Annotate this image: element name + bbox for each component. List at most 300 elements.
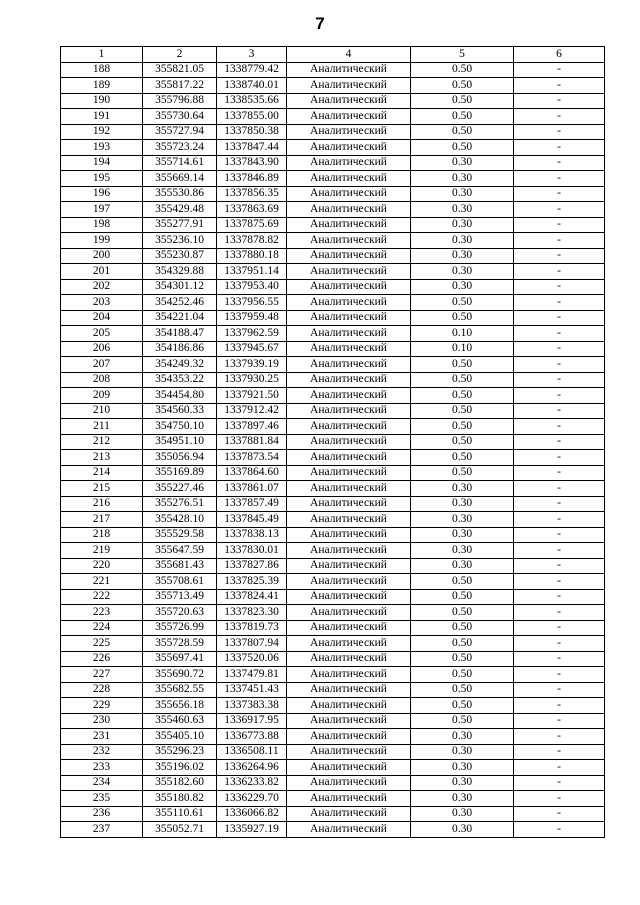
table-cell: Аналитический (287, 372, 411, 388)
table-cell: 354353.22 (143, 372, 217, 388)
table-cell: - (514, 806, 605, 822)
table-cell: Аналитический (287, 419, 411, 435)
table-cell: 0.30 (411, 729, 514, 745)
table-cell: 1337951.14 (217, 264, 287, 280)
table-cell: 0.30 (411, 527, 514, 543)
column-header-2: 2 (143, 47, 217, 63)
table-row (61, 419, 605, 435)
table-cell: 236 (61, 806, 143, 822)
table-cell: 0.50 (411, 636, 514, 652)
table-cell: 1337962.59 (217, 326, 287, 342)
table-cell: 355713.49 (143, 589, 217, 605)
table-row (61, 698, 605, 714)
table-row (61, 357, 605, 373)
table-cell: 1337843.90 (217, 155, 287, 171)
table-cell: 1337856.35 (217, 186, 287, 202)
table-cell: 190 (61, 93, 143, 109)
table-cell: 355821.05 (143, 62, 217, 78)
table-cell: - (514, 78, 605, 94)
table-cell: 218 (61, 527, 143, 543)
table-row (61, 93, 605, 109)
table-cell: 1336264.96 (217, 760, 287, 776)
table-cell: 355428.10 (143, 512, 217, 528)
table-cell: Аналитический (287, 744, 411, 760)
table-cell: 1337939.19 (217, 357, 287, 373)
table-row (61, 806, 605, 822)
table-cell: 1337956.55 (217, 295, 287, 311)
table-cell: 355529.58 (143, 527, 217, 543)
table-cell: - (514, 450, 605, 466)
table-cell: 1337878.82 (217, 233, 287, 249)
table-cell: 1337823.30 (217, 605, 287, 621)
table-cell: - (514, 419, 605, 435)
table-cell: 354951.10 (143, 434, 217, 450)
table-cell: 215 (61, 481, 143, 497)
table-cell: 0.30 (411, 279, 514, 295)
table-cell: 1337807.94 (217, 636, 287, 652)
table-row (61, 465, 605, 481)
table-cell: 1337864.60 (217, 465, 287, 481)
table-cell: 0.50 (411, 419, 514, 435)
table-cell: 0.50 (411, 372, 514, 388)
table-cell: - (514, 667, 605, 683)
table-cell: 355230.87 (143, 248, 217, 264)
table-cell: Аналитический (287, 481, 411, 497)
table-cell: 1337847.44 (217, 140, 287, 156)
table-cell: 1336508.11 (217, 744, 287, 760)
table-cell: 207 (61, 357, 143, 373)
table-cell: - (514, 512, 605, 528)
table-cell: 204 (61, 310, 143, 326)
table-cell: Аналитический (287, 465, 411, 481)
table-cell: - (514, 775, 605, 791)
table-cell: 0.50 (411, 713, 514, 729)
table-cell: 1337824.41 (217, 589, 287, 605)
table-cell: 0.50 (411, 698, 514, 714)
table-cell: Аналитический (287, 233, 411, 249)
table-row (61, 543, 605, 559)
table-cell: 355726.99 (143, 620, 217, 636)
table-cell: 1336917.95 (217, 713, 287, 729)
table-cell: 222 (61, 589, 143, 605)
table-cell: 197 (61, 202, 143, 218)
table-cell: Аналитический (287, 78, 411, 94)
table-cell: 1337875.69 (217, 217, 287, 233)
table-cell: 191 (61, 109, 143, 125)
table-row (61, 651, 605, 667)
table-cell: Аналитический (287, 822, 411, 838)
table-row (61, 248, 605, 264)
table-cell: 0.50 (411, 450, 514, 466)
table-cell: 355656.18 (143, 698, 217, 714)
table-cell: - (514, 682, 605, 698)
page-number: 7 (315, 14, 325, 33)
table-row (61, 682, 605, 698)
table-row (61, 279, 605, 295)
table-cell: - (514, 357, 605, 373)
table-cell: 355530.86 (143, 186, 217, 202)
table-cell: - (514, 140, 605, 156)
table-cell: 355182.60 (143, 775, 217, 791)
table-cell: 0.30 (411, 775, 514, 791)
table-cell: - (514, 558, 605, 574)
table-cell: 0.30 (411, 264, 514, 280)
table-cell: 231 (61, 729, 143, 745)
table-cell: - (514, 574, 605, 590)
column-header-3: 3 (217, 47, 287, 63)
table-cell: Аналитический (287, 434, 411, 450)
table-cell: Аналитический (287, 186, 411, 202)
table-cell: Аналитический (287, 357, 411, 373)
table-row (61, 620, 605, 636)
table-cell: Аналитический (287, 775, 411, 791)
table-cell: - (514, 264, 605, 280)
table-cell: 1337861.07 (217, 481, 287, 497)
table-row (61, 186, 605, 202)
table-cell: Аналитический (287, 760, 411, 776)
table-cell: 221 (61, 574, 143, 590)
table-cell: Аналитический (287, 450, 411, 466)
table-cell: Аналитический (287, 574, 411, 590)
table-cell: - (514, 124, 605, 140)
table-row (61, 729, 605, 745)
table-cell: Аналитический (287, 636, 411, 652)
table-cell: - (514, 481, 605, 497)
table-cell: 0.30 (411, 248, 514, 264)
table-cell: Аналитический (287, 295, 411, 311)
table-cell: 1337819.73 (217, 620, 287, 636)
table-row (61, 760, 605, 776)
table-cell: - (514, 698, 605, 714)
table-cell: 193 (61, 140, 143, 156)
table-cell: 228 (61, 682, 143, 698)
table-cell: - (514, 171, 605, 187)
table-cell: 1337921.50 (217, 388, 287, 404)
table-cell: 354329.88 (143, 264, 217, 280)
table-cell: 354750.10 (143, 419, 217, 435)
table-cell: Аналитический (287, 310, 411, 326)
table-row (61, 109, 605, 125)
table-cell: Аналитический (287, 388, 411, 404)
table-cell: - (514, 589, 605, 605)
table-cell: 0.50 (411, 109, 514, 125)
table-cell: 192 (61, 124, 143, 140)
table-cell: 355276.51 (143, 496, 217, 512)
table-cell: - (514, 326, 605, 342)
table-cell: - (514, 62, 605, 78)
table-cell: - (514, 202, 605, 218)
table-cell: Аналитический (287, 264, 411, 280)
table-row (61, 713, 605, 729)
table-cell: 0.50 (411, 465, 514, 481)
table-cell: 355236.10 (143, 233, 217, 249)
table-cell: 0.30 (411, 558, 514, 574)
table-cell: 1337825.39 (217, 574, 287, 590)
table-cell: 1337845.49 (217, 512, 287, 528)
table-cell: 216 (61, 496, 143, 512)
table-cell: 355296.23 (143, 744, 217, 760)
table-cell: Аналитический (287, 124, 411, 140)
table-cell: 230 (61, 713, 143, 729)
table-cell: Аналитический (287, 62, 411, 78)
table-cell: 1337953.40 (217, 279, 287, 295)
table-cell: 232 (61, 744, 143, 760)
table-row (61, 155, 605, 171)
table-cell: 354186.86 (143, 341, 217, 357)
table-cell: 354188.47 (143, 326, 217, 342)
table-row (61, 403, 605, 419)
table-cell: 355056.94 (143, 450, 217, 466)
table-cell: 1336229.70 (217, 791, 287, 807)
table-cell: 0.50 (411, 651, 514, 667)
table-cell: 354454.80 (143, 388, 217, 404)
table-cell: Аналитический (287, 806, 411, 822)
table-cell: 188 (61, 62, 143, 78)
table-row (61, 388, 605, 404)
table-cell: 0.30 (411, 171, 514, 187)
table-cell: 0.50 (411, 140, 514, 156)
table-cell: Аналитический (287, 527, 411, 543)
table-cell: 1337857.49 (217, 496, 287, 512)
table-cell: Аналитический (287, 589, 411, 605)
table-cell: 211 (61, 419, 143, 435)
table-cell: 208 (61, 372, 143, 388)
table-cell: 0.30 (411, 760, 514, 776)
table-cell: 0.30 (411, 512, 514, 528)
table-cell: 0.30 (411, 481, 514, 497)
table-cell: 202 (61, 279, 143, 295)
table-cell: - (514, 791, 605, 807)
table-cell: 0.50 (411, 434, 514, 450)
table-cell: 0.50 (411, 295, 514, 311)
table-cell: 227 (61, 667, 143, 683)
table-cell: - (514, 155, 605, 171)
table-cell: 1336066.82 (217, 806, 287, 822)
table-cell: - (514, 651, 605, 667)
table-cell: - (514, 543, 605, 559)
table-cell: 1337827.86 (217, 558, 287, 574)
table-cell: 212 (61, 434, 143, 450)
table-cell: 1337881.84 (217, 434, 287, 450)
table-cell: 0.50 (411, 403, 514, 419)
table-cell: Аналитический (287, 543, 411, 559)
table-cell: 0.50 (411, 620, 514, 636)
table-row (61, 202, 605, 218)
table-cell: 0.50 (411, 574, 514, 590)
table-cell: Аналитический (287, 791, 411, 807)
table-cell: - (514, 217, 605, 233)
table-cell: Аналитический (287, 171, 411, 187)
table-cell: 203 (61, 295, 143, 311)
column-header-4: 4 (287, 47, 411, 63)
table-cell: Аналитический (287, 713, 411, 729)
table-cell: Аналитический (287, 512, 411, 528)
table-cell: Аналитический (287, 155, 411, 171)
table-cell: 0.50 (411, 78, 514, 94)
table-cell: 198 (61, 217, 143, 233)
table-cell: 220 (61, 558, 143, 574)
table-cell: 1338779.42 (217, 62, 287, 78)
table-cell: Аналитический (287, 651, 411, 667)
table-cell: - (514, 93, 605, 109)
table-cell: 355720.63 (143, 605, 217, 621)
table-cell: 0.30 (411, 806, 514, 822)
table-row (61, 341, 605, 357)
table-cell: - (514, 434, 605, 450)
table-cell: 1337451.43 (217, 682, 287, 698)
table-cell: 226 (61, 651, 143, 667)
table-cell: 0.50 (411, 93, 514, 109)
table-cell: 235 (61, 791, 143, 807)
table-row (61, 326, 605, 342)
table-cell: 1337959.48 (217, 310, 287, 326)
table-row (61, 295, 605, 311)
table-cell: 0.30 (411, 744, 514, 760)
table-row (61, 450, 605, 466)
table-cell: Аналитический (287, 620, 411, 636)
table-cell: 0.50 (411, 682, 514, 698)
table-cell: 199 (61, 233, 143, 249)
table-cell: Аналитический (287, 605, 411, 621)
table-cell: - (514, 310, 605, 326)
table-cell: - (514, 295, 605, 311)
table-cell: Аналитический (287, 279, 411, 295)
table-cell: 194 (61, 155, 143, 171)
table-cell: 1336773.88 (217, 729, 287, 745)
table-header-row (61, 47, 605, 63)
table-cell: 0.50 (411, 124, 514, 140)
table-cell: 0.10 (411, 326, 514, 342)
table-row (61, 775, 605, 791)
table-cell: 355697.41 (143, 651, 217, 667)
table-row (61, 667, 605, 683)
table-row (61, 822, 605, 838)
table-cell: 0.30 (411, 791, 514, 807)
table-body (61, 62, 605, 837)
table-row (61, 496, 605, 512)
table-cell: - (514, 403, 605, 419)
table-row (61, 605, 605, 621)
table-cell: 205 (61, 326, 143, 342)
table-cell: - (514, 760, 605, 776)
table-row (61, 589, 605, 605)
table-cell: 0.50 (411, 388, 514, 404)
table-cell: 229 (61, 698, 143, 714)
table-cell: 1335927.19 (217, 822, 287, 838)
table-cell: - (514, 744, 605, 760)
table-row (61, 636, 605, 652)
table-row (61, 171, 605, 187)
table-cell: - (514, 605, 605, 621)
table-row (61, 124, 605, 140)
table-cell: 0.50 (411, 605, 514, 621)
table-row (61, 481, 605, 497)
table-cell: - (514, 372, 605, 388)
table-cell: 225 (61, 636, 143, 652)
table-cell: 219 (61, 543, 143, 559)
table-cell: - (514, 233, 605, 249)
table-cell: 214 (61, 465, 143, 481)
table-cell: 355196.02 (143, 760, 217, 776)
table-cell: 1337930.25 (217, 372, 287, 388)
table-cell: 355817.22 (143, 78, 217, 94)
table-cell: 189 (61, 78, 143, 94)
table-cell: 1337912.42 (217, 403, 287, 419)
table-cell: - (514, 527, 605, 543)
table-row (61, 140, 605, 156)
table-cell: 0.10 (411, 341, 514, 357)
table-cell: 217 (61, 512, 143, 528)
table-row (61, 264, 605, 280)
table-row (61, 558, 605, 574)
table-cell: Аналитический (287, 682, 411, 698)
table-cell: Аналитический (287, 248, 411, 264)
table-row (61, 310, 605, 326)
table-cell: 1337873.54 (217, 450, 287, 466)
table-cell: - (514, 620, 605, 636)
table-cell: - (514, 248, 605, 264)
table-cell: 1337838.13 (217, 527, 287, 543)
table-cell: 355227.46 (143, 481, 217, 497)
table-cell: 355682.55 (143, 682, 217, 698)
table-cell: - (514, 279, 605, 295)
table-cell: Аналитический (287, 109, 411, 125)
table-cell: 1337846.89 (217, 171, 287, 187)
table-cell: Аналитический (287, 729, 411, 745)
table-cell: 0.30 (411, 202, 514, 218)
table-cell: 355681.43 (143, 558, 217, 574)
table-cell: 0.30 (411, 543, 514, 559)
table-cell: 233 (61, 760, 143, 776)
column-header-6: 6 (514, 47, 605, 63)
table-cell: 355460.63 (143, 713, 217, 729)
table-cell: Аналитический (287, 217, 411, 233)
table-cell: 237 (61, 822, 143, 838)
table-cell: 1338740.01 (217, 78, 287, 94)
table-cell: 200 (61, 248, 143, 264)
column-header-1: 1 (61, 47, 143, 63)
table-cell: 210 (61, 403, 143, 419)
table-cell: 355052.71 (143, 822, 217, 838)
table-cell: - (514, 636, 605, 652)
table-cell: 0.50 (411, 357, 514, 373)
table-cell: - (514, 822, 605, 838)
table-cell: 234 (61, 775, 143, 791)
table-cell: 1337897.46 (217, 419, 287, 435)
table-cell: 0.30 (411, 155, 514, 171)
table-cell: 0.30 (411, 496, 514, 512)
table-cell: - (514, 186, 605, 202)
table-row (61, 233, 605, 249)
table-cell: - (514, 109, 605, 125)
table-row (61, 574, 605, 590)
table-cell: Аналитический (287, 326, 411, 342)
table-cell: 1336233.82 (217, 775, 287, 791)
table-cell: 355727.94 (143, 124, 217, 140)
table-row (61, 434, 605, 450)
table-cell: - (514, 496, 605, 512)
table-cell: 0.50 (411, 667, 514, 683)
table-cell: - (514, 465, 605, 481)
table-cell: 0.30 (411, 822, 514, 838)
table-row (61, 791, 605, 807)
table-cell: 355180.82 (143, 791, 217, 807)
table-cell: - (514, 388, 605, 404)
table-cell: Аналитический (287, 341, 411, 357)
table-cell: 355669.14 (143, 171, 217, 187)
table-row (61, 217, 605, 233)
table-row (61, 78, 605, 94)
